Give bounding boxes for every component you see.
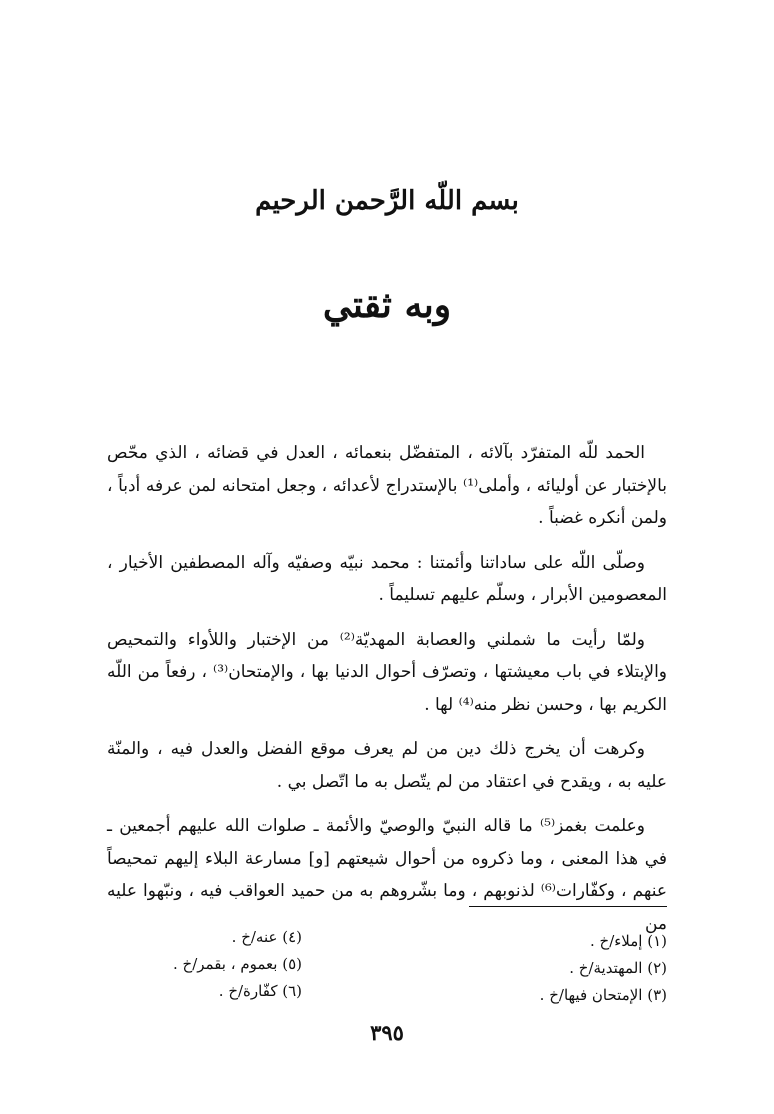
footnote-separator (469, 906, 667, 907)
main-text (107, 437, 667, 952)
footnote-4: (٤) عنه/خ . (231, 928, 302, 946)
footnote-6: (٦) كفّارة/خ . (218, 982, 302, 1000)
basmala-line: بسم اللّه الرَّحمن الرحيم (255, 186, 519, 216)
footnotes-right-column (427, 928, 667, 1009)
page-heading: وبه ثقتي (322, 284, 452, 326)
page-number: ٣٩٥ (370, 1020, 404, 1045)
footnote-5: (٥) بعموم ، بقمر/خ . (172, 955, 302, 973)
paragraph-2: وصلّى اللّه على ساداتنا وأئمتنا : محمد نبيّه وصفيّه وآله المصطفين الأخيار ، المعصومين الأبرار ، وسلّم عليهم تسليماً . (107, 552, 667, 605)
footnote-2: (٢) المهتدية/خ . (569, 959, 667, 977)
paragraph-4: وكرهت أن يخرج ذلك دين من لم يعرف موقع الفضل والعدل فيه ، والمنّة عليه به ، ويقدح في اعتقاد من لم يتّصل به ما اتّصل بي . (107, 739, 667, 792)
paragraph-1: الحمد للّه المتفرّد بآلائه ، المتفضّل بنعمائه ، العدل في قضائه ، الذي محّص بالإختبار عن أوليائه ، وأملى⁽¹⁾ بالإستدراج لأعدائه ، وجعل امتحانه لمن عرفه أدباً ، ولمن أنكره غضباً . (107, 443, 667, 528)
paragraph-3: ولمّا رأيت ما شملني والعصابة المهديّة⁽²⁾ من الإختبار واللأواء والتمحيص والإبتلاء في باب معيشتها ، وتصرّف أحوال الدنيا بها ، والإمتحان⁽³⁾ ، رفعاً من اللّه الكريم بها ، وحسن نظر منه⁽⁴⁾ لها . (107, 629, 668, 715)
footnote-1: (١) إملاء/خ . (589, 932, 667, 950)
paragraph-5: وعلمت بغمز⁽⁵⁾ ما قاله النبيّ والوصيّ والأئمة ـ صلوات الله عليهم أجمعين ـ في هذا المعنى ، وما ذكروه من أحوال شيعتهم [و] مسارعة البلاء إليهم تمحيصاً عنهم ، وكفّارات⁽⁶⁾ لذنوبهم ، وما بشّروهم به من حميد العواقب فيه ، ونبّهوا عليه من (107, 816, 667, 934)
footnote-3: (٣) الإمتحان فيها/خ . (539, 986, 667, 1004)
footnotes-left-column (102, 924, 302, 1005)
